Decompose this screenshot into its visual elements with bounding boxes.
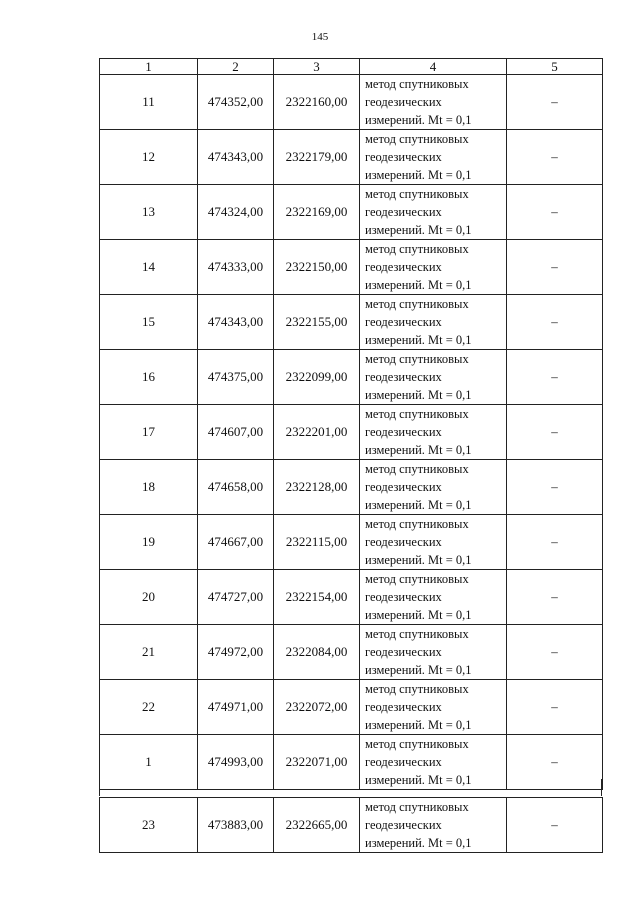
method-cell [360,405,507,460]
description-cell: – [507,515,603,570]
method-line: геодезических [365,205,442,219]
method-line: метод спутниковых [365,407,469,421]
method-line: метод спутниковых [365,132,469,146]
method-cell [360,75,507,130]
method-line: метод спутниковых [365,517,469,531]
x-coordinate-cell: 473883,00 [198,798,274,853]
method-line: геодезических [365,590,442,604]
method-line: метод спутниковых [365,297,469,311]
point-number-cell: 11 [100,75,198,130]
y-coordinate-cell: 2322128,00 [274,460,360,515]
column-header: 4 [360,59,507,75]
x-coordinate-cell: 474993,00 [198,735,274,790]
method-line: измерений. Mt = 0,1 [365,553,472,567]
description-cell: – [507,240,603,295]
x-coordinate-cell: 474375,00 [198,350,274,405]
x-coordinate-cell: 474667,00 [198,515,274,570]
method-line: измерений. Mt = 0,1 [365,608,472,622]
description-cell: – [507,130,603,185]
coordinates-table-continued [99,797,603,853]
method-line: геодезических [365,755,442,769]
point-number-cell: 15 [100,295,198,350]
method-line: измерений. Mt = 0,1 [365,443,472,457]
point-number-cell: 22 [100,680,198,735]
x-coordinate-cell: 474607,00 [198,405,274,460]
method-line: метод спутниковых [365,187,469,201]
description-cell: – [507,75,603,130]
method-line: геодезических [365,700,442,714]
method-line: метод спутниковых [365,737,469,751]
method-cell [360,625,507,680]
method-cell [360,295,507,350]
point-number-cell: 23 [100,798,198,853]
table-row [100,460,603,515]
table-row [100,680,603,735]
point-number-cell: 12 [100,130,198,185]
method-cell [360,798,507,853]
method-cell [360,130,507,185]
table-row [100,75,603,130]
y-coordinate-cell: 2322160,00 [274,75,360,130]
x-coordinate-cell: 474343,00 [198,295,274,350]
method-line: геодезических [365,480,442,494]
method-line: метод спутниковых [365,352,469,366]
method-line: измерений. Mt = 0,1 [365,168,472,182]
column-header: 2 [198,59,274,75]
point-number-cell: 21 [100,625,198,680]
y-coordinate-cell: 2322201,00 [274,405,360,460]
method-line: измерений. Mt = 0,1 [365,773,472,787]
method-line: геодезических [365,150,442,164]
point-number-cell: 18 [100,460,198,515]
table-row [100,130,603,185]
method-line: геодезических [365,425,442,439]
x-coordinate-cell: 474972,00 [198,625,274,680]
x-coordinate-cell: 474324,00 [198,185,274,240]
description-cell: – [507,185,603,240]
point-number-cell: 1 [100,735,198,790]
description-cell: – [507,625,603,680]
coordinates-table [99,58,603,790]
method-line: измерений. Mt = 0,1 [365,836,472,850]
description-cell: – [507,295,603,350]
method-line: геодезических [365,260,442,274]
y-coordinate-cell: 2322169,00 [274,185,360,240]
table-row [100,185,603,240]
point-number-cell: 19 [100,515,198,570]
y-coordinate-cell: 2322179,00 [274,130,360,185]
method-line: метод спутниковых [365,77,469,91]
header-row [100,59,603,75]
y-coordinate-cell: 2322072,00 [274,680,360,735]
x-coordinate-cell: 474343,00 [198,130,274,185]
description-cell: – [507,350,603,405]
method-line: измерений. Mt = 0,1 [365,278,472,292]
description-cell: – [507,405,603,460]
method-cell [360,460,507,515]
method-cell [360,570,507,625]
method-line: метод спутниковых [365,242,469,256]
description-cell: – [507,570,603,625]
description-cell: – [507,680,603,735]
y-coordinate-cell: 2322099,00 [274,350,360,405]
x-coordinate-cell: 474333,00 [198,240,274,295]
point-number-cell: 16 [100,350,198,405]
table-row [100,295,603,350]
x-coordinate-cell: 474727,00 [198,570,274,625]
table-row [100,405,603,460]
y-coordinate-cell: 2322155,00 [274,295,360,350]
page-number: 145 [311,31,329,43]
point-number-cell: 20 [100,570,198,625]
method-line: измерений. Mt = 0,1 [365,113,472,127]
method-line: измерений. Mt = 0,1 [365,388,472,402]
method-cell [360,680,507,735]
method-line: измерений. Mt = 0,1 [365,718,472,732]
method-line: измерений. Mt = 0,1 [365,333,472,347]
table-row [100,350,603,405]
description-cell: – [507,460,603,515]
y-coordinate-cell: 2322665,00 [274,798,360,853]
method-line: метод спутниковых [365,462,469,476]
point-number-cell: 13 [100,185,198,240]
y-coordinate-cell: 2322154,00 [274,570,360,625]
method-line: метод спутниковых [365,682,469,696]
y-coordinate-cell: 2322115,00 [274,515,360,570]
table-row [100,515,603,570]
method-line: метод спутниковых [365,572,469,586]
method-line: измерений. Mt = 0,1 [365,223,472,237]
method-line: геодезических [365,370,442,384]
point-number-cell: 17 [100,405,198,460]
method-line: геодезических [365,818,442,832]
column-header: 3 [274,59,360,75]
method-line: измерений. Mt = 0,1 [365,498,472,512]
method-line: метод спутниковых [365,627,469,641]
table-row [100,798,603,853]
method-cell [360,240,507,295]
table-row [100,625,603,680]
point-number-cell: 14 [100,240,198,295]
table-row [100,240,603,295]
method-line: геодезических [365,315,442,329]
method-cell [360,185,507,240]
method-line: геодезических [365,645,442,659]
table-row [100,570,603,625]
column-header: 5 [507,59,603,75]
method-line: геодезических [365,535,442,549]
column-header: 1 [100,59,198,75]
method-cell [360,515,507,570]
x-coordinate-cell: 474352,00 [198,75,274,130]
description-cell: – [507,735,603,790]
table-spacer [99,779,602,796]
y-coordinate-cell: 2322150,00 [274,240,360,295]
method-line: метод спутниковых [365,800,469,814]
method-cell [360,350,507,405]
x-coordinate-cell: 474971,00 [198,680,274,735]
method-line: измерений. Mt = 0,1 [365,663,472,677]
x-coordinate-cell: 474658,00 [198,460,274,515]
y-coordinate-cell: 2322071,00 [274,735,360,790]
method-line: геодезических [365,95,442,109]
description-cell: – [507,798,603,853]
y-coordinate-cell: 2322084,00 [274,625,360,680]
